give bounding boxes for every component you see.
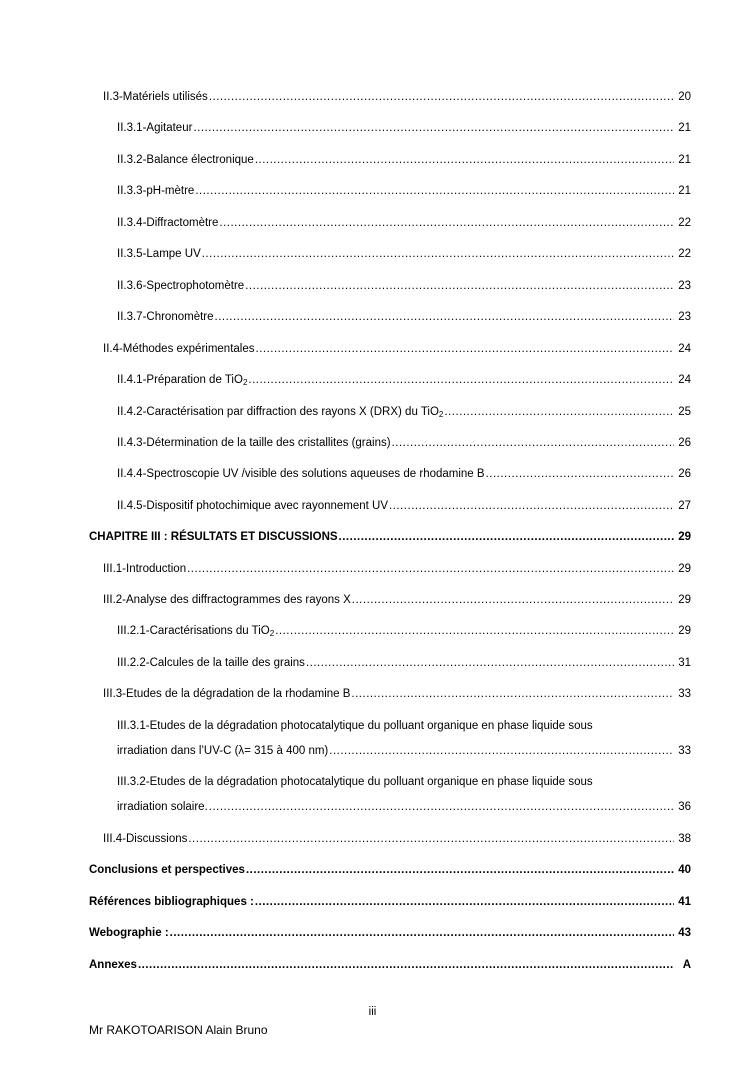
toc-entry-label: II.4.1-Préparation de TiO$_2$ xyxy=(117,374,248,387)
toc-entry-label: III.4-Discussions xyxy=(103,833,188,845)
toc-entry-label: II.3.5-Lampe UV xyxy=(117,248,201,260)
toc-page-number: A xyxy=(682,959,691,971)
toc-entry[interactable] xyxy=(0,341,745,357)
toc-page-number: 33 xyxy=(678,688,691,700)
toc-entry-label: III.2.2-Calcules de la taille des grains xyxy=(117,657,305,669)
toc-entry-label: III.2-Analyse des diffractogrammes des rayons X xyxy=(103,594,351,606)
toc-entry-label: II.3.4-Diffractomètre xyxy=(117,217,219,229)
toc-leader-dots xyxy=(486,466,674,482)
toc-leader-dots xyxy=(329,743,674,759)
toc-entry[interactable] xyxy=(0,404,745,420)
toc-entry-label: Webographie : xyxy=(89,927,169,939)
toc-page-number: 21 xyxy=(678,122,691,134)
toc-entry[interactable] xyxy=(0,623,745,639)
toc-page-number: 21 xyxy=(678,154,691,166)
toc-entry-label: II.4.2-Caractérisation par diffraction des rayons X (DRX) du TiO$_2$ xyxy=(117,406,444,419)
toc-entry[interactable] xyxy=(0,215,745,231)
toc-page-number: 23 xyxy=(678,280,691,292)
toc-page-number: 33 xyxy=(678,745,691,757)
toc-entry-label: II.4.5-Dispositif photochimique avec rayonnement UV xyxy=(117,500,389,512)
toc-entry[interactable] xyxy=(0,246,745,262)
toc-leader-dots xyxy=(306,655,674,671)
toc-chapter-entry[interactable] xyxy=(0,957,745,973)
toc-entry[interactable] xyxy=(0,152,745,168)
toc-leader-dots xyxy=(352,592,674,608)
toc-page-number: 43 xyxy=(678,927,691,939)
toc-page-number: 26 xyxy=(678,468,691,480)
toc-entry[interactable] xyxy=(0,89,745,105)
author-name: Mr RAKOTOARISON Alain Bruno xyxy=(89,1023,268,1037)
toc-leader-dots xyxy=(248,372,674,388)
toc-page-number: 21 xyxy=(678,185,691,197)
toc-entry[interactable] xyxy=(0,466,745,482)
toc-chapter-entry[interactable] xyxy=(0,894,745,910)
toc-leader-dots xyxy=(389,498,674,514)
toc-entry-label: irradiation dans l’UV-C (λ= 315 à 400 nm) xyxy=(117,745,329,757)
toc-entry-label: Conclusions et perspectives xyxy=(89,864,245,876)
toc-entry-label: II.3.3-pH-mètre xyxy=(117,185,195,197)
toc-entry-label: II.3.7-Chronomètre xyxy=(117,311,214,323)
toc-entry[interactable] xyxy=(0,120,745,136)
toc-page-number: 38 xyxy=(678,833,691,845)
toc-entry[interactable] xyxy=(0,498,745,514)
toc-leader-dots xyxy=(255,152,674,168)
toc-page-number: 27 xyxy=(678,500,691,512)
toc-page-number: 23 xyxy=(678,311,691,323)
toc-leader-dots xyxy=(351,686,674,702)
toc-leader-dots xyxy=(187,561,674,577)
toc-page-number: 36 xyxy=(678,801,691,813)
toc-entry[interactable] xyxy=(0,831,745,847)
toc-entry-label: II.3.1-Agitateur xyxy=(117,122,193,134)
toc-leader-dots xyxy=(215,309,674,325)
toc-entry[interactable] xyxy=(0,743,745,759)
toc-leader-dots xyxy=(188,831,674,847)
toc-page-number: 41 xyxy=(678,896,691,908)
toc-leader-dots xyxy=(246,862,674,878)
toc-entry[interactable] xyxy=(0,309,745,325)
toc-entry[interactable] xyxy=(0,561,745,577)
toc-entry-label: II.4-Méthodes expérimentales xyxy=(103,343,255,355)
toc-entry[interactable] xyxy=(0,686,745,702)
toc-page-number: 40 xyxy=(678,864,691,876)
toc-page-number: 29 xyxy=(678,594,691,606)
toc-entry-label: III.3-Etudes de la dégradation de la rhodamine B xyxy=(103,688,351,700)
toc-page-number: 20 xyxy=(678,91,691,103)
toc-entry[interactable] xyxy=(0,592,745,608)
toc-chapter-entry[interactable] xyxy=(0,925,745,941)
toc-leader-dots xyxy=(256,341,675,357)
toc-leader-dots xyxy=(193,120,674,136)
toc-entry[interactable] xyxy=(0,655,745,671)
toc-page-number: 29 xyxy=(678,625,691,637)
toc-entry-label: II.3.2-Balance électronique xyxy=(117,154,254,166)
subscript: 2 xyxy=(438,410,444,419)
page-number: iii xyxy=(368,1006,377,1018)
toc-leader-dots xyxy=(202,246,674,262)
toc-entry-label: Annexes xyxy=(89,959,137,971)
subscript: 2 xyxy=(242,378,248,387)
toc-leader-dots xyxy=(219,215,674,231)
toc-page-number: 24 xyxy=(678,343,691,355)
toc-page-number: 24 xyxy=(678,374,691,386)
toc-leader-dots xyxy=(170,925,674,941)
toc-leader-dots xyxy=(138,957,674,973)
toc-entry-first-line[interactable]: III.3.2-Etudes de la dégradation photocatalytique du polluant organique en phase liquide sous xyxy=(117,776,593,788)
toc-page-number: 29 xyxy=(678,563,691,575)
toc-entry-label: CHAPITRE III : RÉSULTATS ET DISCUSSIONS xyxy=(89,531,338,543)
toc-entry-label: II.3.6-Spectrophotomètre xyxy=(117,280,245,292)
toc-entry-label: III.2.1-Caractérisations du TiO$_2$ xyxy=(117,625,275,638)
toc-leader-dots xyxy=(245,278,674,294)
toc-chapter-entry[interactable] xyxy=(0,862,745,878)
toc-entry-label: II.3-Matériels utilisés xyxy=(103,91,208,103)
toc-entry-label: II.4.3-Détermination de la taille des cristallites (grains) xyxy=(117,437,391,449)
toc-entry-label: III.1-Introduction xyxy=(103,563,187,575)
toc-leader-dots xyxy=(275,623,674,639)
toc-leader-dots xyxy=(209,89,674,105)
subscript: 2 xyxy=(269,629,275,638)
toc-entry[interactable] xyxy=(0,799,745,815)
toc-page-number: 25 xyxy=(678,406,691,418)
toc-leader-dots xyxy=(195,183,674,199)
toc-leader-dots xyxy=(255,894,674,910)
toc-page-number: 31 xyxy=(678,657,691,669)
toc-leader-dots xyxy=(392,435,674,451)
toc-entry-first-line[interactable]: III.3.1-Etudes de la dégradation photocatalytique du polluant organique en phase liquide sous xyxy=(117,720,593,732)
toc-entry[interactable] xyxy=(0,435,745,451)
toc-entry-label: irradiation solaire. xyxy=(117,801,208,813)
toc-leader-dots xyxy=(209,799,674,815)
toc-page-number: 22 xyxy=(678,248,691,260)
toc-page-number: 26 xyxy=(678,437,691,449)
toc-entry[interactable] xyxy=(0,278,745,294)
toc-entry-label: Références bibliographiques : xyxy=(89,896,254,908)
toc-entry[interactable] xyxy=(0,183,745,199)
toc-leader-dots xyxy=(339,529,674,545)
toc-entry-label: II.4.4-Spectroscopie UV /visible des solutions aqueuses de rhodamine B xyxy=(117,468,485,480)
toc-leader-dots xyxy=(444,404,674,420)
toc-page-number: 22 xyxy=(678,217,691,229)
toc-chapter-entry[interactable] xyxy=(0,529,745,545)
toc-page-number: 29 xyxy=(678,531,691,543)
toc-entry[interactable] xyxy=(0,372,745,388)
